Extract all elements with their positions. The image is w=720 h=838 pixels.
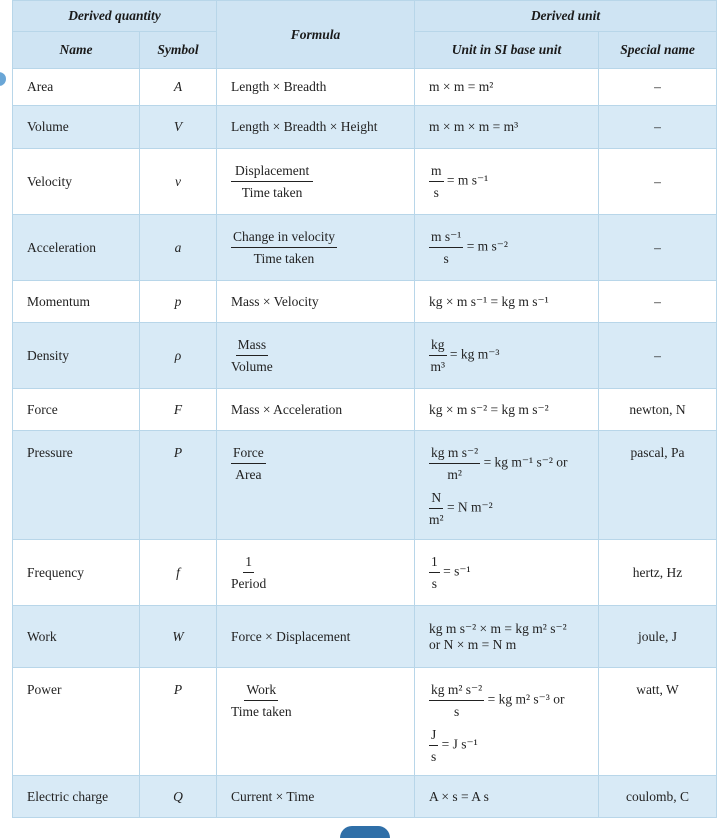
si-unit — [415, 149, 599, 215]
unit-result: = kg m² s⁻³ or — [487, 691, 565, 707]
formula-numerator: Change in velocity — [231, 229, 337, 248]
unit-denominator: m² — [447, 466, 462, 482]
unit-denominator: s — [453, 703, 460, 719]
quantity-name: Pressure — [13, 431, 140, 540]
unit-fraction — [429, 163, 444, 200]
quantity-name: Power — [13, 668, 140, 776]
formula-denominator: Area — [235, 466, 262, 482]
quantity-symbol: A — [140, 69, 217, 106]
unit-denominator: s — [443, 250, 449, 266]
quantity-name: Force — [13, 389, 140, 431]
page-footer-tab — [340, 826, 390, 838]
special-name: pascal, Pa — [599, 431, 717, 540]
special-name: coulomb, C — [599, 776, 717, 818]
quantity-name: Momentum — [13, 281, 140, 323]
quantity-symbol: v — [140, 149, 217, 215]
si-unit: A × s = A s — [415, 776, 599, 818]
quantity-formula — [217, 149, 415, 215]
formula-numerator: Mass — [236, 337, 269, 356]
unit-result: = kg m⁻¹ s⁻² or — [483, 454, 568, 470]
unit-numerator: kg m s⁻² — [429, 445, 480, 464]
unit-fraction — [429, 337, 447, 374]
quantity-symbol: f — [140, 540, 217, 606]
quantity-formula — [217, 323, 415, 389]
quantity-symbol: Q — [140, 776, 217, 818]
special-name: – — [599, 149, 717, 215]
header-special-name: Special name — [599, 32, 717, 69]
unit-fraction — [429, 682, 484, 719]
quantity-symbol: W — [140, 606, 217, 668]
unit-result: = s⁻¹ — [443, 563, 471, 579]
unit-result: = m s⁻¹ — [446, 172, 489, 188]
table-row — [13, 540, 717, 606]
table-row — [13, 323, 717, 389]
header-formula: Formula — [217, 1, 415, 69]
quantity-name: Acceleration — [13, 215, 140, 281]
table-row — [13, 389, 717, 431]
unit-numerator: 1 — [429, 554, 440, 573]
formula-denominator: Volume — [231, 358, 273, 374]
table-row — [13, 776, 717, 818]
formula-fraction — [231, 682, 292, 719]
si-unit — [415, 668, 599, 776]
header-symbol: Symbol — [140, 32, 217, 69]
si-unit — [415, 540, 599, 606]
formula-denominator: Time taken — [231, 703, 292, 719]
formula-fraction — [231, 445, 266, 482]
quantity-symbol: P — [140, 668, 217, 776]
special-name: – — [599, 106, 717, 149]
unit-line-1: kg m s⁻² × m = kg m² s⁻² — [429, 620, 567, 636]
quantity-name: Electric charge — [13, 776, 140, 818]
quantity-symbol: ρ — [140, 323, 217, 389]
table-row — [13, 149, 717, 215]
unit-numerator: kg m² s⁻² — [429, 682, 484, 701]
formula-numerator: Work — [244, 682, 278, 701]
unit-denominator: s — [431, 575, 437, 591]
formula-numerator: Force — [231, 445, 266, 464]
quantity-symbol: P — [140, 431, 217, 540]
quantity-formula — [217, 540, 415, 606]
special-name: – — [599, 215, 717, 281]
unit-numerator: m s⁻¹ — [429, 229, 463, 248]
unit-denominator: m² — [429, 511, 444, 527]
unit-result: = kg m⁻³ — [449, 346, 500, 362]
formula-fraction — [231, 163, 313, 200]
unit-result: = m s⁻² — [466, 238, 508, 254]
quantity-formula: Length × Breadth — [217, 69, 415, 106]
special-name: – — [599, 323, 717, 389]
table-row — [13, 668, 717, 776]
si-unit — [415, 215, 599, 281]
unit-result-alt: = N m⁻² — [446, 499, 493, 515]
formula-denominator: Time taken — [241, 184, 303, 200]
unit-line-2: or N × m = N m — [429, 636, 517, 652]
page-edge-marker — [0, 72, 6, 86]
si-unit: m × m = m² — [415, 69, 599, 106]
unit-fraction — [429, 554, 440, 591]
formula-denominator: Time taken — [253, 250, 315, 266]
special-name: newton, N — [599, 389, 717, 431]
quantity-name: Volume — [13, 106, 140, 149]
formula-fraction — [231, 554, 266, 591]
header-row-1 — [13, 1, 717, 32]
quantity-symbol: F — [140, 389, 217, 431]
unit-numerator: N — [429, 490, 443, 509]
quantity-formula — [217, 431, 415, 540]
quantity-symbol: a — [140, 215, 217, 281]
unit-fraction — [429, 445, 480, 482]
formula-numerator: Displacement — [231, 163, 313, 182]
formula-numerator: 1 — [243, 554, 254, 573]
special-name: hertz, Hz — [599, 540, 717, 606]
quantity-formula — [217, 215, 415, 281]
special-name: joule, J — [599, 606, 717, 668]
header-unit-si: Unit in SI base unit — [415, 32, 599, 69]
quantity-symbol: V — [140, 106, 217, 149]
si-unit: kg × m s⁻² = kg m s⁻² — [415, 389, 599, 431]
quantity-name: Area — [13, 69, 140, 106]
quantity-formula: Mass × Velocity — [217, 281, 415, 323]
unit-fraction-alt — [429, 727, 438, 764]
table-row — [13, 69, 717, 106]
header-derived-quantity: Derived quantity — [13, 1, 217, 32]
unit-denominator: m³ — [430, 358, 446, 374]
unit-result-alt: = J s⁻¹ — [441, 736, 478, 752]
special-name: – — [599, 69, 717, 106]
derived-quantities-table — [12, 0, 717, 818]
formula-denominator: Period — [231, 575, 267, 591]
quantity-name: Density — [13, 323, 140, 389]
unit-fraction-alt — [429, 490, 444, 527]
formula-fraction — [231, 229, 337, 266]
quantity-name: Work — [13, 606, 140, 668]
unit-numerator: J — [429, 727, 438, 746]
table-row — [13, 281, 717, 323]
formula-fraction — [231, 337, 273, 374]
table-row — [13, 106, 717, 149]
header-name: Name — [13, 32, 140, 69]
unit-denominator: s — [433, 184, 439, 200]
header-derived-unit: Derived unit — [415, 1, 717, 32]
quantity-formula: Mass × Acceleration — [217, 389, 415, 431]
quantity-name: Frequency — [13, 540, 140, 606]
quantity-formula: Force × Displacement — [217, 606, 415, 668]
quantity-formula: Length × Breadth × Height — [217, 106, 415, 149]
table-row — [13, 431, 717, 540]
si-unit — [415, 431, 599, 540]
quantity-formula: Current × Time — [217, 776, 415, 818]
special-name: watt, W — [599, 668, 717, 776]
table-row — [13, 215, 717, 281]
si-unit — [415, 323, 599, 389]
si-unit — [415, 606, 599, 668]
unit-numerator: kg — [429, 337, 447, 356]
table-row — [13, 606, 717, 668]
unit-numerator: m — [429, 163, 444, 182]
unit-fraction — [429, 229, 463, 266]
unit-denominator: s — [431, 748, 437, 764]
si-unit: m × m × m = m³ — [415, 106, 599, 149]
special-name: – — [599, 281, 717, 323]
quantity-name: Velocity — [13, 149, 140, 215]
quantity-symbol: p — [140, 281, 217, 323]
quantity-formula — [217, 668, 415, 776]
si-unit: kg × m s⁻¹ = kg m s⁻¹ — [415, 281, 599, 323]
